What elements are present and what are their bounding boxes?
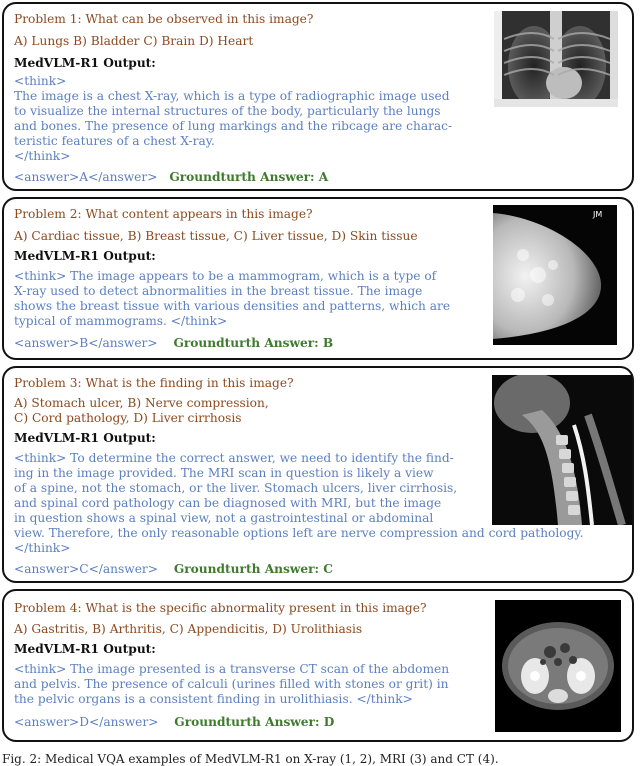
answer-row [14, 715, 334, 731]
think-line: shows the breast tissue with various densities and patterns, which are [14, 299, 451, 313]
think-line: <think> To determine the correct answer, we need to identify the find- [14, 451, 454, 465]
think-line: X-ray used to detect abnormalities in the breast tissue. The image [14, 284, 423, 298]
think-line: ing in the image provided. The MRI scan in question is likely a view [14, 466, 434, 480]
think-line: typical of mammograms. </think> [14, 314, 228, 328]
pelvis-ct-image [495, 600, 621, 732]
mammogram-graphic [493, 205, 617, 345]
mammogram-image [493, 205, 617, 345]
think-line: and pelvis. The presence of calculi (urines filled with stones or grit) in [14, 677, 449, 691]
spine-mri-image [492, 375, 632, 525]
figure-caption: Fig. 2: Medical VQA examples of MedVLM-R1 on X-ray (1, 2), MRI (3) and CT (4). [2, 752, 499, 766]
output-label: MedVLM-R1 Output: [14, 431, 156, 445]
example-panel-1 [2, 2, 634, 191]
model-answer: <answer>B</answer> [14, 336, 158, 350]
example-panel-4 [2, 589, 634, 742]
options-text: A) Gastritis, B) Arthritis, C) Appendicitis, D) Urolithiasis [14, 622, 363, 636]
model-answer: <answer>C</answer> [14, 562, 158, 576]
question-text: Problem 1: What can be observed in this image? [14, 12, 314, 26]
model-answer: <answer>D</answer> [14, 715, 159, 729]
example-panel-2 [2, 197, 634, 360]
think-line: <think> The image presented is a transverse CT scan of the abdomen [14, 662, 450, 676]
answer-row [14, 170, 328, 186]
example-panel-3 [2, 366, 634, 583]
spine-mri-graphic [492, 375, 632, 525]
model-answer: <answer>A</answer> [14, 170, 158, 184]
question-text: Problem 4: What is the specific abnormality present in this image? [14, 601, 427, 615]
groundtruth-answer: Groundturth Answer: A [169, 170, 329, 184]
groundtruth-answer: Groundturth Answer: B [173, 336, 334, 350]
think-line: to visualize the internal structures of the body, particularly the lungs [14, 104, 441, 118]
think-line: of a spine, not the stomach, or the liver. Stomach ulcers, liver cirrhosis, [14, 481, 458, 495]
chest-xray-image [494, 11, 618, 107]
answer-row [14, 336, 333, 352]
think-line: the pelvic organs is a consistent finding in urolithiasis. </think> [14, 692, 413, 706]
think-line: The image is a chest X-ray, which is a type of radiographic image used [14, 89, 450, 103]
think-line: and spinal cord pathology can be diagnosed with MRI, but the image [14, 496, 442, 510]
options-text: A) Cardiac tissue, B) Breast tissue, C) Liver tissue, D) Skin tissue [14, 229, 418, 243]
think-line: and bones. The presence of lung markings and the ribcage are charac- [14, 119, 453, 133]
output-label: MedVLM-R1 Output: [14, 249, 156, 263]
output-label: MedVLM-R1 Output: [14, 642, 156, 656]
think-line: </think> [14, 149, 71, 163]
groundtruth-answer: Groundturth Answer: D [174, 715, 335, 729]
question-text: Problem 2: What content appears in this image? [14, 207, 313, 221]
image-marker-label: JM [593, 210, 603, 219]
think-line: view. Therefore, the only reasonable options left are nerve compression and cord pathology. [14, 526, 584, 540]
think-line: in question shows a spinal view, not a gastrointestinal or abdominal [14, 511, 434, 525]
options-text: A) Lungs B) Bladder C) Brain D) Heart [14, 34, 254, 48]
think-line: teristic features of a chest X-ray. [14, 134, 215, 148]
options-text: C) Cord pathology, D) Liver cirrhosis [14, 411, 242, 425]
options-text: A) Stomach ulcer, B) Nerve compression, [14, 396, 269, 410]
think-line: <think> [14, 74, 67, 88]
think-line: </think> [14, 541, 71, 555]
groundtruth-answer: Groundturth Answer: C [173, 562, 333, 576]
output-label: MedVLM-R1 Output: [14, 56, 156, 70]
answer-row [14, 562, 333, 578]
chest-xray-graphic [494, 11, 618, 107]
pelvis-ct-graphic [495, 600, 621, 732]
question-text: Problem 3: What is the finding in this image? [14, 376, 294, 390]
think-line: <think> The image appears to be a mammogram, which is a type of [14, 269, 437, 283]
